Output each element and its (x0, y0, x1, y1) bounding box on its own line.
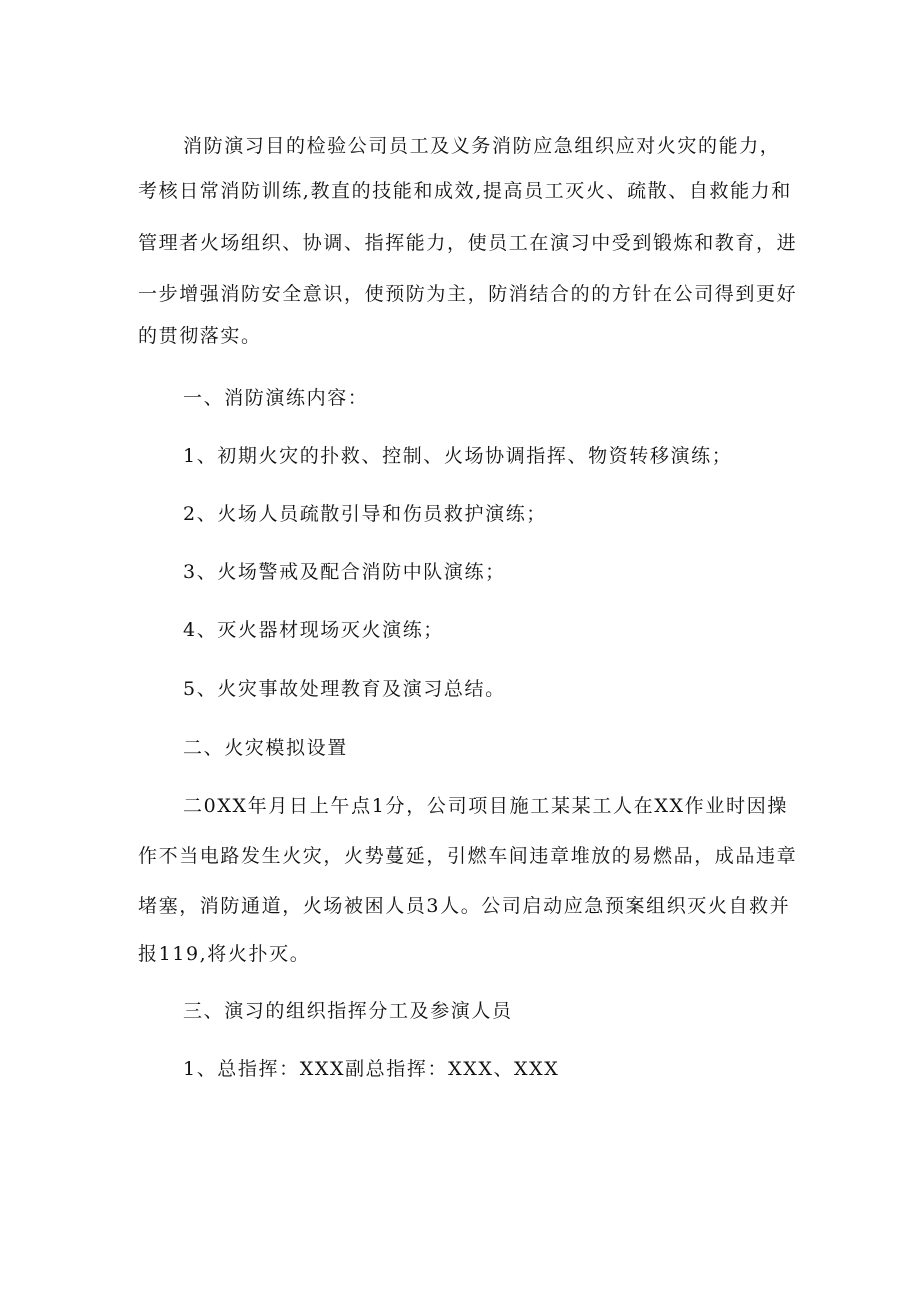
section1-item-2: 2、火场人员疏散引导和伤员救护演练； (183, 503, 547, 525)
section2-line-2: 作不当电路发生火灾，火势蔓延，引燃车间违章堆放的易燃品，成品违章 (138, 845, 798, 867)
section1-item-4: 4、灭火器材现场灭火演练； (183, 619, 444, 641)
section1-item-3: 3、火场警戒及配合消防中队演练； (183, 561, 506, 583)
section2-heading: 二、火灾模拟设置 (183, 737, 348, 759)
section3-heading: 三、演习的组织指挥分工及参演人员 (183, 1000, 513, 1022)
section3-item-1: 1、总指挥：XXX副总指挥：XXX、XXX (183, 1058, 560, 1080)
intro-line-3: 管理者火场组织、协调、指挥能力，使员工在演习中受到锻炼和教育，进 (138, 232, 798, 254)
section2-line-3: 堵塞，消防通道，火场被困人员3人。公司启动应急预案组织灭火自救并 (138, 895, 791, 917)
section1-heading: 一、消防演练内容： (183, 387, 369, 409)
section1-item-1: 1、初期火灾的扑救、控制、火场协调指挥、物资转移演练； (183, 445, 733, 467)
intro-line-2: 考核日常消防训练,教直的技能和成效,提高员工灭火、疏散、自救能力和 (138, 180, 792, 202)
intro-line-5: 的贯彻落实。 (138, 325, 262, 347)
intro-line-4: 一步增强消防安全意识，使预防为主，防消结合的的方针在公司得到更好 (138, 283, 798, 305)
section1-item-5: 5、火灾事故处理教育及演习总结。 (183, 678, 506, 700)
section2-line-1: 二0XX年月日上午点1分，公司项目施工某某工人在XX作业时因操 (183, 795, 788, 817)
section2-line-4: 报119,将火扑灭。 (138, 943, 311, 965)
intro-line-1: 消防演习目的检验公司员工及义务消防应急组织应对火灾的能力， (183, 135, 781, 157)
